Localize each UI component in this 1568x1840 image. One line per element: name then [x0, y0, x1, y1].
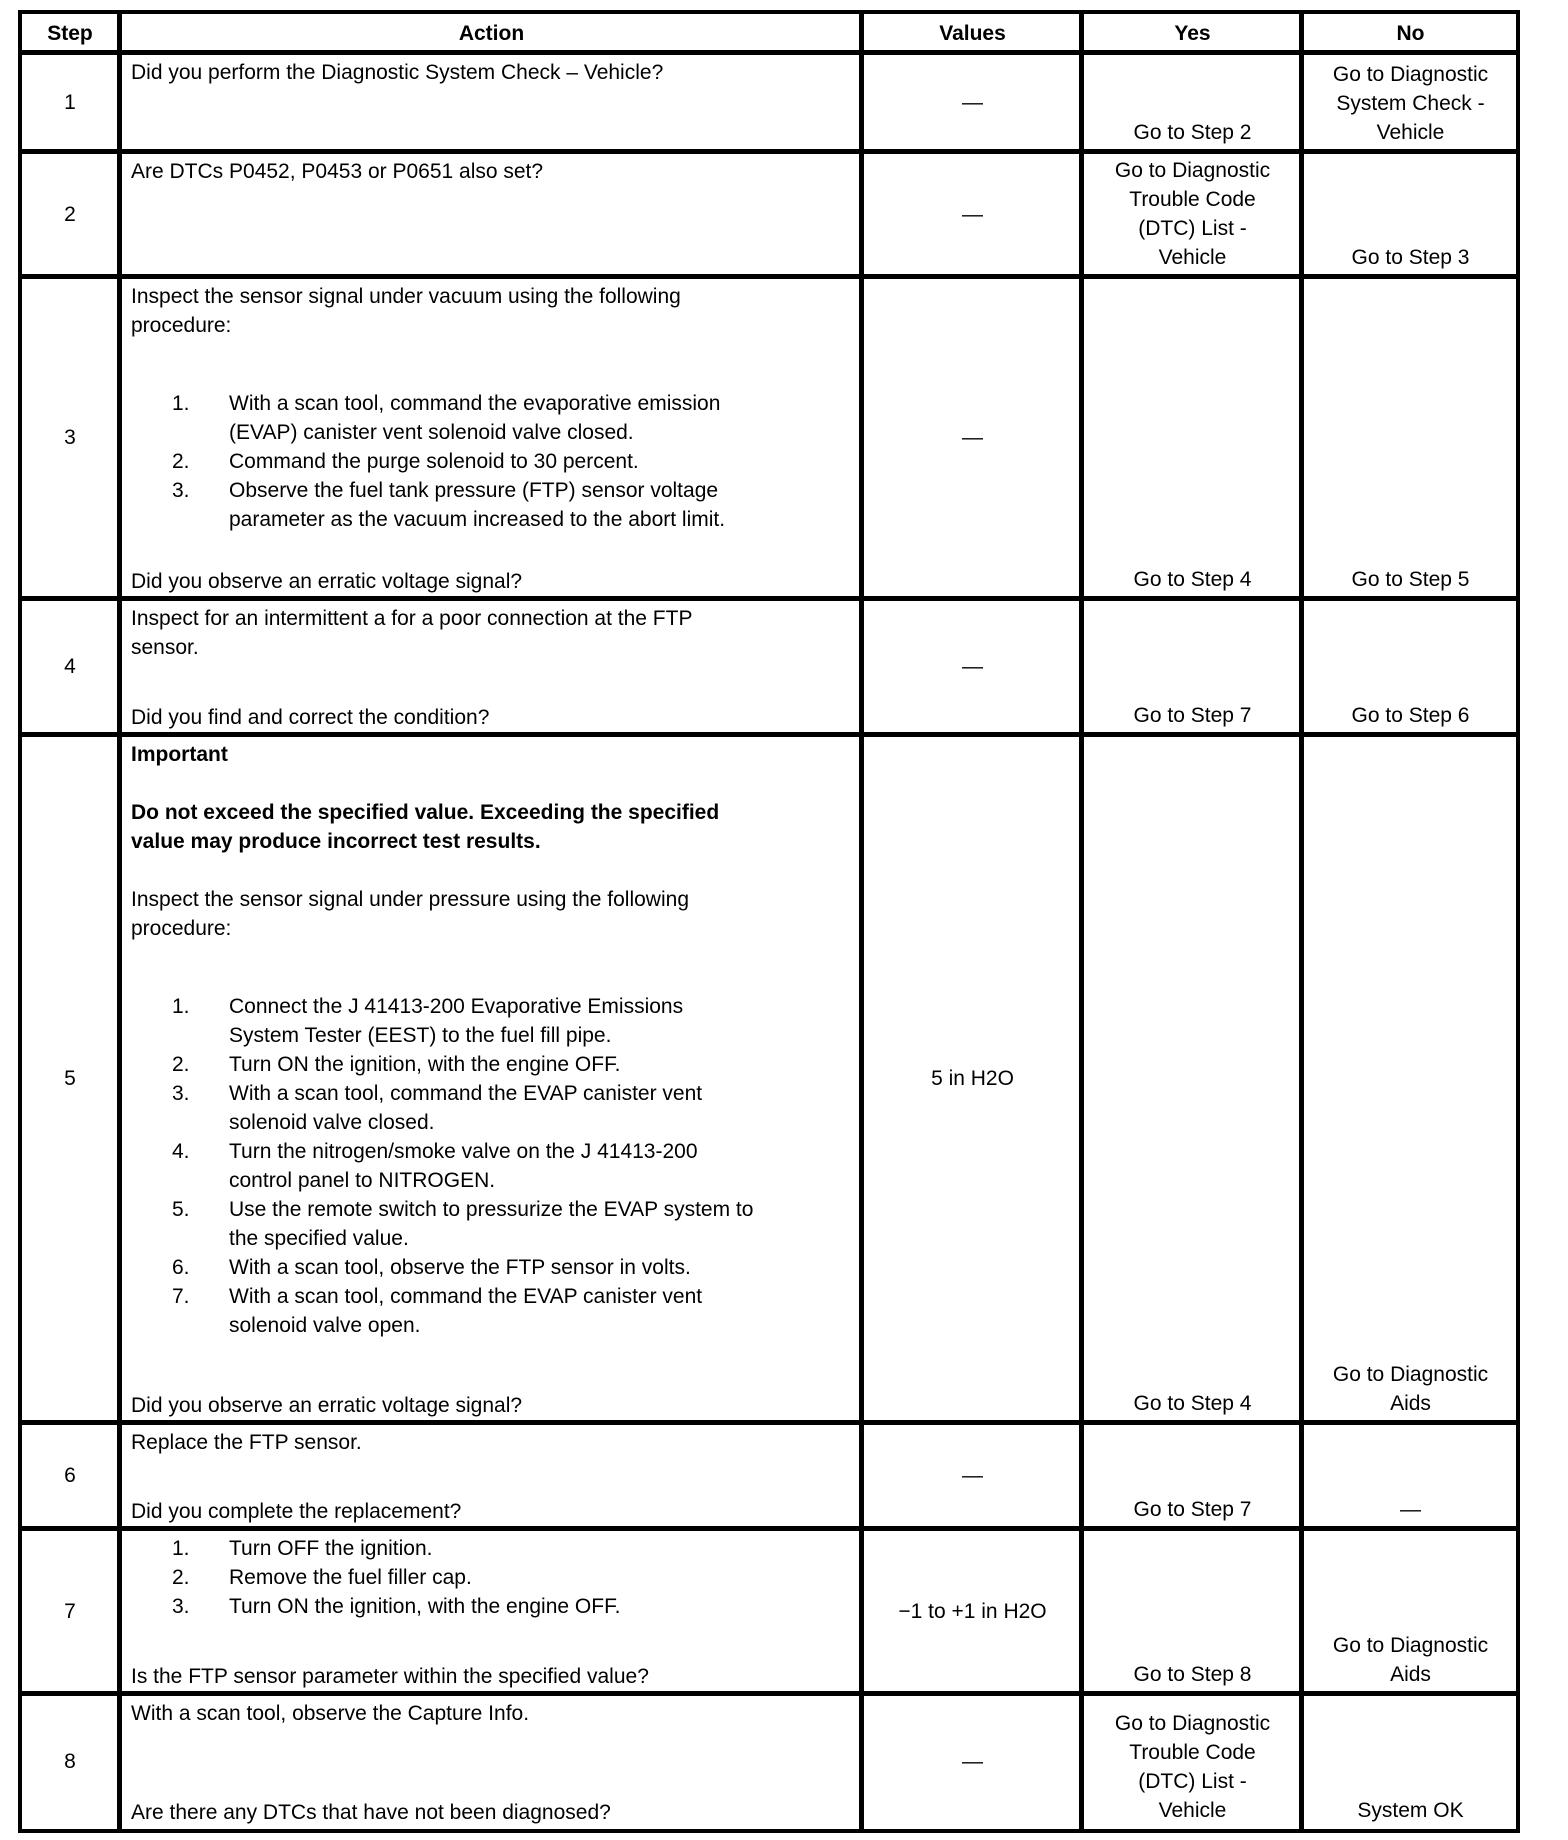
step-text: parameter as the vacuum increased to the abort limit.	[229, 508, 726, 531]
action-question: Did you perform the Diagnostic System Check – Vehicle?	[131, 61, 664, 84]
step-index: 5.	[172, 1198, 190, 1221]
action-text: With a scan tool, observe the Capture Info.	[131, 1702, 530, 1725]
result-line: Go to Step 7	[1133, 1498, 1252, 1521]
values-cell: −1 to +1 in H2O	[898, 1599, 1047, 1623]
no-result[interactable]	[1333, 60, 1488, 147]
step-index: 1.	[172, 1537, 190, 1560]
result-line: Go to Step 4	[1133, 568, 1252, 591]
step-text: Observe the fuel tank pressure (FTP) sensor voltage	[229, 479, 719, 502]
procedure-list	[131, 992, 854, 1340]
result-line: Go to Diagnostic	[1332, 63, 1489, 86]
action-text: procedure:	[131, 314, 232, 337]
spacer	[131, 369, 854, 389]
no-cell	[1305, 279, 1516, 596]
action-text: sensor.	[131, 636, 199, 659]
step-index: 3.	[172, 479, 190, 502]
procedure-step	[131, 447, 854, 476]
step-number: 4	[64, 655, 76, 678]
step-index: 1.	[172, 995, 190, 1018]
result-line: (DTC) List -	[1138, 1770, 1247, 1793]
procedure-step	[131, 476, 854, 534]
important-text: Do not exceed the specified value. Exceeding the specified	[131, 801, 720, 824]
step-text: Turn ON the ignition, with the engine OFF.	[229, 1595, 621, 1618]
step-text: Turn ON the ignition, with the engine OFF.	[229, 1053, 621, 1076]
step-text: Connect the J 41413-200 Evaporative Emissions	[229, 995, 684, 1018]
spacer	[131, 943, 854, 972]
action-question: Did you complete the replacement?	[131, 1500, 462, 1523]
values-cell: 5 in H2O	[931, 1067, 1014, 1090]
header-no: No	[1396, 21, 1425, 45]
result-line: Go to Step 6	[1351, 704, 1470, 727]
action-question: Is the FTP sensor parameter within the specified value?	[131, 1665, 649, 1688]
step-number: 5	[64, 1067, 76, 1090]
step-number: 2	[64, 202, 76, 226]
result-line: Go to Step 3	[1351, 246, 1470, 269]
step-number: 1	[64, 90, 76, 114]
procedure-step	[131, 1534, 854, 1563]
procedure-step	[131, 1079, 854, 1137]
yes-cell	[1085, 1425, 1300, 1526]
procedure-step	[131, 1563, 854, 1592]
values-cell: —	[962, 1464, 983, 1487]
no-cell	[1305, 601, 1516, 732]
no-result[interactable]	[1400, 1495, 1421, 1524]
no-result[interactable]	[1352, 243, 1470, 272]
result-line: Go to Step 5	[1351, 568, 1470, 591]
result-line: Aids	[1390, 1663, 1431, 1686]
procedure-list	[131, 1534, 854, 1621]
spacer	[131, 856, 854, 885]
action-cell	[123, 601, 860, 732]
action-text: Inspect the sensor signal under pressure using the following	[131, 888, 689, 911]
values-cell: —	[962, 426, 983, 449]
values-cell: —	[962, 1750, 983, 1773]
step-index: 4.	[172, 1140, 190, 1163]
result-line: Go to Diagnostic	[1332, 1363, 1489, 1386]
result-line: Vehicle	[1158, 246, 1227, 269]
values-cell: —	[962, 90, 983, 114]
result-line: Vehicle	[1376, 121, 1445, 144]
step-number: 7	[64, 1599, 76, 1623]
action-cell	[123, 279, 860, 596]
important-title: Important	[131, 743, 228, 766]
step-text: With a scan tool, observe the FTP sensor in volts.	[229, 1256, 691, 1279]
no-cell	[1305, 55, 1516, 149]
step-index: 6.	[172, 1256, 190, 1279]
result-line: Trouble Code	[1129, 1741, 1256, 1764]
action-cell	[123, 1696, 860, 1827]
spacer	[131, 972, 854, 992]
result-line: (DTC) List -	[1138, 217, 1247, 240]
procedure-step	[131, 1592, 854, 1621]
action-cell	[123, 1425, 860, 1526]
step-text: Remove the fuel filler cap.	[229, 1566, 472, 1589]
step-index: 7.	[172, 1285, 190, 1308]
result-line: System Check -	[1336, 92, 1485, 115]
yes-cell	[1085, 1531, 1300, 1691]
result-line: —	[1400, 1498, 1421, 1521]
values-cell: —	[962, 202, 983, 226]
action-question: Did you find and correct the condition?	[131, 706, 490, 729]
procedure-step	[131, 389, 854, 447]
procedure-step	[131, 1137, 854, 1195]
no-cell	[1305, 1425, 1516, 1526]
step-text: With a scan tool, command the EVAP canister vent	[229, 1285, 703, 1308]
action-cell	[123, 737, 860, 1420]
no-cell	[1305, 1531, 1516, 1691]
action-question: Are there any DTCs that have not been diagnosed?	[131, 1801, 611, 1824]
result-line: Vehicle	[1158, 1799, 1227, 1822]
step-number: 3	[64, 426, 76, 449]
procedure-step	[131, 1195, 854, 1253]
step-index: 1.	[172, 392, 190, 415]
step-text: the specified value.	[229, 1227, 409, 1250]
step-text: System Tester (EEST) to the fuel fill pipe.	[229, 1024, 612, 1047]
result-line: Go to Diagnostic	[1114, 1712, 1271, 1735]
yes-cell	[1085, 737, 1300, 1420]
yes-cell	[1085, 154, 1300, 274]
important-text: value may produce incorrect test results.	[131, 830, 541, 853]
no-result[interactable]	[1352, 565, 1470, 594]
header-step: Step	[47, 21, 93, 45]
result-line: System OK	[1357, 1799, 1464, 1822]
no-result[interactable]	[1357, 1796, 1463, 1825]
no-cell	[1305, 737, 1516, 1420]
step-number: 8	[64, 1750, 76, 1773]
header-values: Values	[939, 21, 1006, 45]
step-text: Turn OFF the ignition.	[229, 1537, 433, 1560]
action-text: Inspect for an intermittent a for a poor connection at the FTP	[131, 607, 693, 630]
step-index: 2.	[172, 1053, 190, 1076]
yes-cell	[1085, 55, 1300, 149]
no-result[interactable]	[1333, 1631, 1488, 1689]
result-line: Go to Diagnostic	[1332, 1634, 1489, 1657]
step-text: With a scan tool, command the evaporative emission	[229, 392, 721, 415]
action-question: Did you observe an erratic voltage signal?	[131, 1394, 523, 1417]
result-line: Go to Step 8	[1133, 1663, 1252, 1686]
step-index: 3.	[172, 1082, 190, 1105]
result-line: Go to Step 4	[1133, 1392, 1252, 1415]
result-line: Go to Step 7	[1133, 704, 1252, 727]
yes-result[interactable]	[1115, 156, 1270, 272]
yes-cell	[1085, 1696, 1300, 1827]
yes-result[interactable]	[1134, 1660, 1252, 1689]
step-text: Turn the nitrogen/smoke valve on the J 41413-200	[229, 1140, 698, 1163]
action-cell	[123, 1531, 860, 1691]
no-cell	[1305, 154, 1516, 274]
yes-result[interactable]	[1134, 1495, 1252, 1524]
yes-result[interactable]	[1134, 565, 1252, 594]
procedure-step	[131, 1050, 854, 1079]
yes-result[interactable]	[1134, 701, 1252, 730]
spacer	[131, 769, 854, 798]
step-text: control panel to NITROGEN.	[229, 1169, 496, 1192]
action-text: Inspect the sensor signal under vacuum using the following	[131, 285, 681, 308]
header-action: Action	[458, 21, 525, 45]
action-question: Did you observe an erratic voltage signal?	[131, 570, 523, 593]
result-line: Go to Step 2	[1133, 121, 1252, 144]
step-text: Command the purge solenoid to 30 percent.	[229, 450, 639, 473]
procedure-step	[131, 1282, 854, 1340]
action-text: Replace the FTP sensor.	[131, 1431, 362, 1454]
yes-cell	[1085, 279, 1300, 596]
yes-result[interactable]	[1134, 118, 1252, 147]
step-number: 6	[64, 1464, 76, 1487]
spacer	[131, 340, 854, 369]
procedure-list	[131, 389, 854, 534]
values-cell: —	[962, 655, 983, 678]
action-text: procedure:	[131, 917, 232, 940]
result-line: Aids	[1390, 1392, 1431, 1415]
step-index: 3.	[172, 1595, 190, 1618]
step-text: solenoid valve closed.	[229, 1111, 435, 1134]
step-text: With a scan tool, command the EVAP canister vent	[229, 1082, 703, 1105]
yes-result[interactable]	[1115, 1709, 1270, 1825]
yes-result[interactable]	[1134, 1389, 1252, 1418]
no-cell	[1305, 1696, 1516, 1827]
result-line: Go to Diagnostic	[1114, 159, 1271, 182]
action-question: Are DTCs P0452, P0453 or P0651 also set?	[131, 160, 544, 183]
header-yes: Yes	[1174, 21, 1211, 45]
action-cell	[123, 55, 860, 149]
step-index: 2.	[172, 450, 190, 473]
action-cell	[123, 154, 860, 274]
step-text: (EVAP) canister vent solenoid valve closed.	[229, 421, 634, 444]
procedure-step	[131, 1253, 854, 1282]
result-line: Trouble Code	[1129, 188, 1256, 211]
step-text: Use the remote switch to pressurize the EVAP system to	[229, 1198, 754, 1221]
no-result[interactable]	[1333, 1360, 1488, 1418]
no-result[interactable]	[1352, 701, 1470, 730]
step-text: solenoid valve open.	[229, 1314, 421, 1337]
yes-cell	[1085, 601, 1300, 732]
procedure-step	[131, 992, 854, 1050]
step-index: 2.	[172, 1566, 190, 1589]
